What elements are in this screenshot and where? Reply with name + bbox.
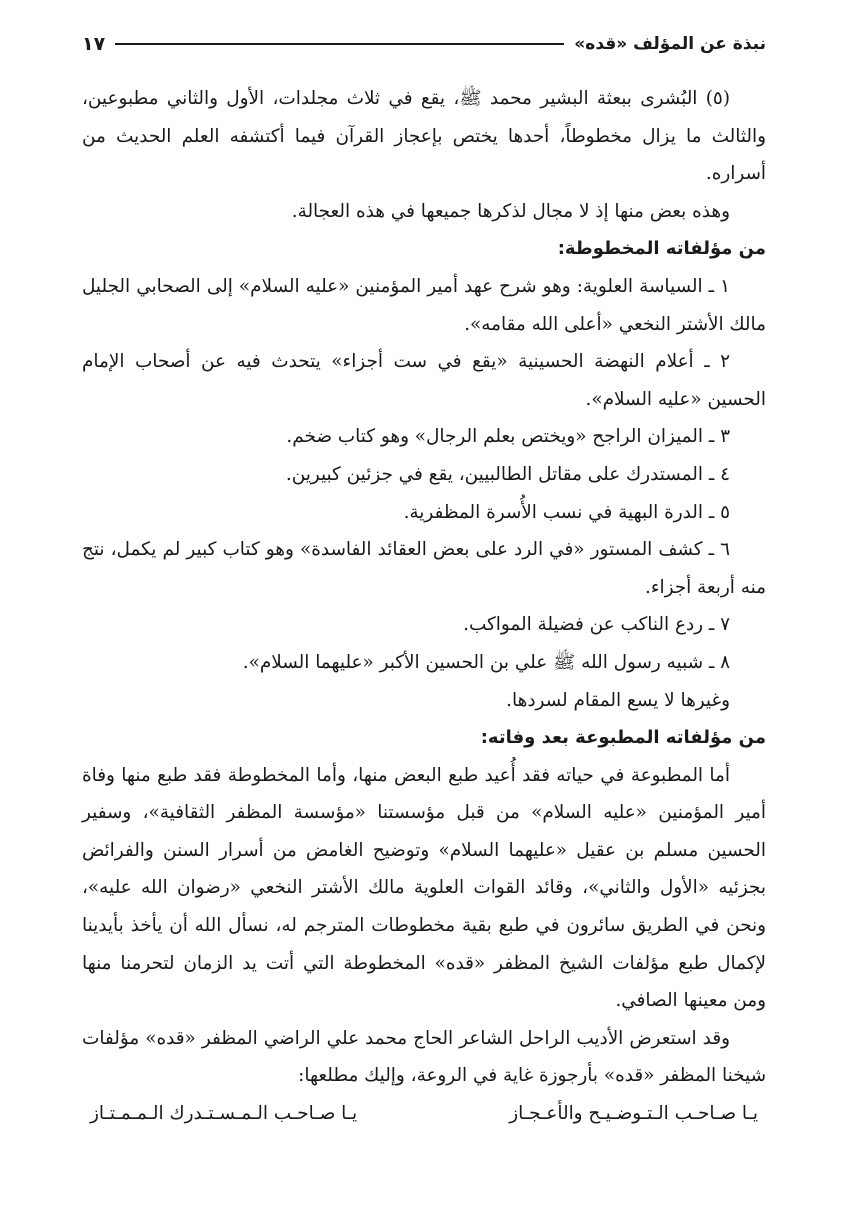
verse-hemistich-2: يـا صـاحـب الـمـسـتـدرك الـمـمـتـاز	[90, 1103, 358, 1125]
manuscript-item-7: ٧ ـ ردع الناكب عن فضيلة المواكب.	[463, 614, 730, 636]
header-rule	[115, 43, 564, 45]
manuscript-item-5: ٥ ـ الدرة البهية في نسب الأُسرة المظفرية.	[403, 501, 730, 523]
paragraph-printed: أما المطبوعة في حياته فقد أُعيد طبع البعض منها، وأما المخطوطة فقد طبع منها وفاة أمير المؤمنين «عليه السلام» من قبل مؤسستنا «مؤسسة المظفر الثقافية»، وسفير الحسين مسلم بن عقيل «عليهما السلام» وتوضيح الغامض من أسرار السنن والفرائض بجزئيه «الأول والثاني»، وقائد القوات العلوية مالك الأشتر النخعي «رضوان الله عليه»، ونحن في الطريق سائرون في طبع بقية مخطوطات المترجم له، نسأل الله أن يأخذ بأيدينا لإكمال طبع مؤلفات الشيخ المظفر «قده» المخطوطة التي أتت يد الزمان لتحرمنا منها ومن معينها الصافي.	[82, 764, 766, 1012]
manuscript-item-1: ١ ـ السياسة العلوية: وهو شرح عهد أمير المؤمنين «عليه السلام» إلى الصحابي الجليل مالك الأشتر النخعي «أعلى الله مقامه».	[82, 275, 766, 335]
manuscript-item-3: ٣ ـ الميزان الراجح «ويختص بعلم الرجال» وهو كتاب ضخم.	[286, 426, 730, 448]
manuscript-item-2: ٢ ـ أعلام النهضة الحسينية «يقع في ست أجزاء» يتحدث فيه عن أصحاب الإمام الحسين «عليه السلام».	[82, 351, 766, 410]
manuscript-item-8: ٨ ـ شبيه رسول الله ﷺ علي بن الحسين الأكبر «عليهما السلام».	[242, 651, 730, 673]
page-header	[82, 26, 766, 62]
manuscript-item-6: ٦ ـ كشف المستور «في الرد على بعض العقائد الفاسدة» وهو كتاب كبير لم يكمل، نتج منه أربعة أجزاء.	[82, 539, 766, 598]
paragraph-poem-intro: وقد استعرض الأديب الراحل الشاعر الحاج محمد علي الراضي المظفر «قده» مؤلفات شيخنا المظفر «قده» بأرجوزة غاية في الروعة، وإليك مطلعها:	[82, 1027, 766, 1087]
verse-hemistich-1: يـا صـاحـب الـتـوضـيـح والأعـجـاز	[509, 1103, 758, 1125]
heading-manuscripts: من مؤلفاته المخطوطة:	[557, 238, 766, 260]
poem-verse	[82, 1095, 766, 1133]
page-number: ١٧	[82, 33, 106, 55]
heading-printed: من مؤلفاته المطبوعة بعد وفاته:	[480, 727, 766, 749]
paragraph-bushra: (٥) البُشرى ببعثة البشير محمد ﷺ، يقع في ثلاث مجلدات، الأول والثاني مطبوعين، والثالث ما يزال مخطوطاً، أحدها يختص بإعجاز القرآن فيما أكتشفه العلم الحديث من أسراره.	[82, 88, 766, 185]
page-body	[82, 80, 766, 1133]
paragraph-note: وهذه بعض منها إذ لا مجال لذكرها جميعها في هذه العجالة.	[291, 200, 730, 222]
running-title: نبذة عن المؤلف «قده»	[574, 34, 766, 54]
paragraph-others: وغيرها لا يسع المقام لسردها.	[506, 689, 730, 711]
manuscript-item-4: ٤ ـ المستدرك على مقاتل الطالبيين، يقع في جزئين كبيرين.	[285, 463, 730, 485]
